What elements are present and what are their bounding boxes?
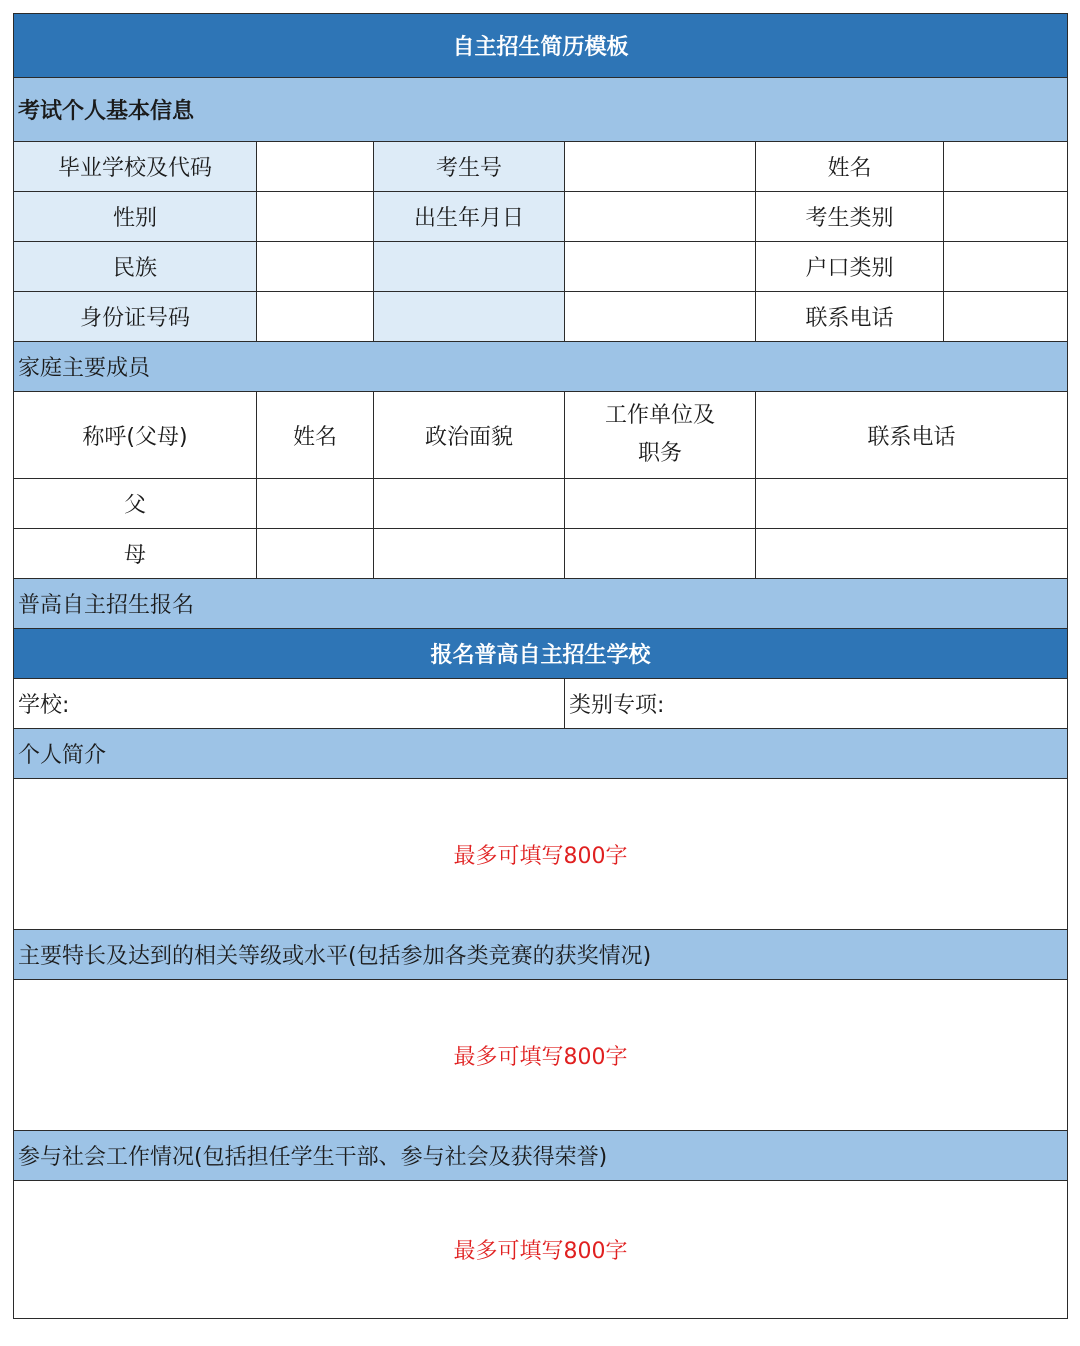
family-employer-field[interactable] [565, 479, 756, 529]
family-col-phone: 联系电话 [756, 392, 1068, 479]
label-birthdate: 出生年月日 [374, 192, 565, 242]
intro-textarea[interactable]: 最多可填写800字 [14, 779, 1068, 930]
family-heading: 家庭主要成员 [14, 342, 1068, 392]
field-blank[interactable] [565, 292, 756, 342]
field-gender[interactable] [257, 192, 374, 242]
talents-text-row [14, 980, 1068, 1131]
family-header-row [14, 342, 1068, 392]
family-name-field[interactable] [257, 479, 374, 529]
form-title: 自主招生简历模板 [14, 14, 1068, 78]
family-relation: 母 [14, 529, 257, 579]
social-heading: 参与社会工作情况(包括担任学生干部、参与社会及获得荣誉) [14, 1131, 1068, 1181]
field-household-type[interactable] [944, 242, 1068, 292]
field-name[interactable] [944, 142, 1068, 192]
label-blank [374, 242, 565, 292]
social-textarea[interactable]: 最多可填写800字 [14, 1181, 1068, 1319]
label-gender: 性别 [14, 192, 257, 242]
basic-info-header-row [14, 78, 1068, 142]
category-field[interactable]: 类别专项: [565, 679, 1068, 729]
family-employer-field[interactable] [565, 529, 756, 579]
school-field[interactable]: 学校: [14, 679, 565, 729]
basic-info-row [14, 142, 1068, 192]
label-candidate-category: 考生类别 [756, 192, 944, 242]
resume-form [13, 13, 1068, 1319]
label-ethnicity: 民族 [14, 242, 257, 292]
talents-textarea[interactable]: 最多可填写800字 [14, 980, 1068, 1131]
talents-header-row [14, 930, 1068, 980]
label-phone: 联系电话 [756, 292, 944, 342]
family-political-field[interactable] [374, 529, 565, 579]
label-graduation-school: 毕业学校及代码 [14, 142, 257, 192]
label-name: 姓名 [756, 142, 944, 192]
field-phone[interactable] [944, 292, 1068, 342]
family-col-employer-label: 工作单位及职务 [604, 403, 715, 466]
title-row [14, 14, 1068, 78]
registration-fields-row [14, 679, 1068, 729]
registration-header-row [14, 579, 1068, 629]
basic-info-row [14, 192, 1068, 242]
social-header-row [14, 1131, 1068, 1181]
family-phone-field[interactable] [756, 529, 1068, 579]
basic-info-row [14, 292, 1068, 342]
label-blank [374, 292, 565, 342]
label-exam-number: 考生号 [374, 142, 565, 192]
registration-subtitle: 报名普高自主招生学校 [14, 629, 1068, 679]
label-id-number: 身份证号码 [14, 292, 257, 342]
social-text-row [14, 1181, 1068, 1319]
intro-header-row [14, 729, 1068, 779]
basic-info-row [14, 242, 1068, 292]
field-blank[interactable] [565, 242, 756, 292]
family-col-political-status: 政治面貌 [374, 392, 565, 479]
label-household-type: 户口类别 [756, 242, 944, 292]
registration-subtitle-row [14, 629, 1068, 679]
family-name-field[interactable] [257, 529, 374, 579]
basic-info-heading: 考试个人基本信息 [14, 78, 1068, 142]
field-exam-number[interactable] [565, 142, 756, 192]
family-col-name: 姓名 [257, 392, 374, 479]
field-id-number[interactable] [257, 292, 374, 342]
intro-text-row [14, 779, 1068, 930]
field-ethnicity[interactable] [257, 242, 374, 292]
family-col-employer [565, 392, 756, 479]
field-candidate-category[interactable] [944, 192, 1068, 242]
family-column-headers [14, 392, 1068, 479]
intro-heading: 个人简介 [14, 729, 1068, 779]
field-birthdate[interactable] [565, 192, 756, 242]
family-col-relation: 称呼(父母) [14, 392, 257, 479]
family-phone-field[interactable] [756, 479, 1068, 529]
field-graduation-school[interactable] [257, 142, 374, 192]
family-political-field[interactable] [374, 479, 565, 529]
family-row [14, 529, 1068, 579]
talents-heading: 主要特长及达到的相关等级或水平(包括参加各类竞赛的获奖情况) [14, 930, 1068, 980]
registration-heading: 普高自主招生报名 [14, 579, 1068, 629]
family-relation: 父 [14, 479, 257, 529]
family-row [14, 479, 1068, 529]
